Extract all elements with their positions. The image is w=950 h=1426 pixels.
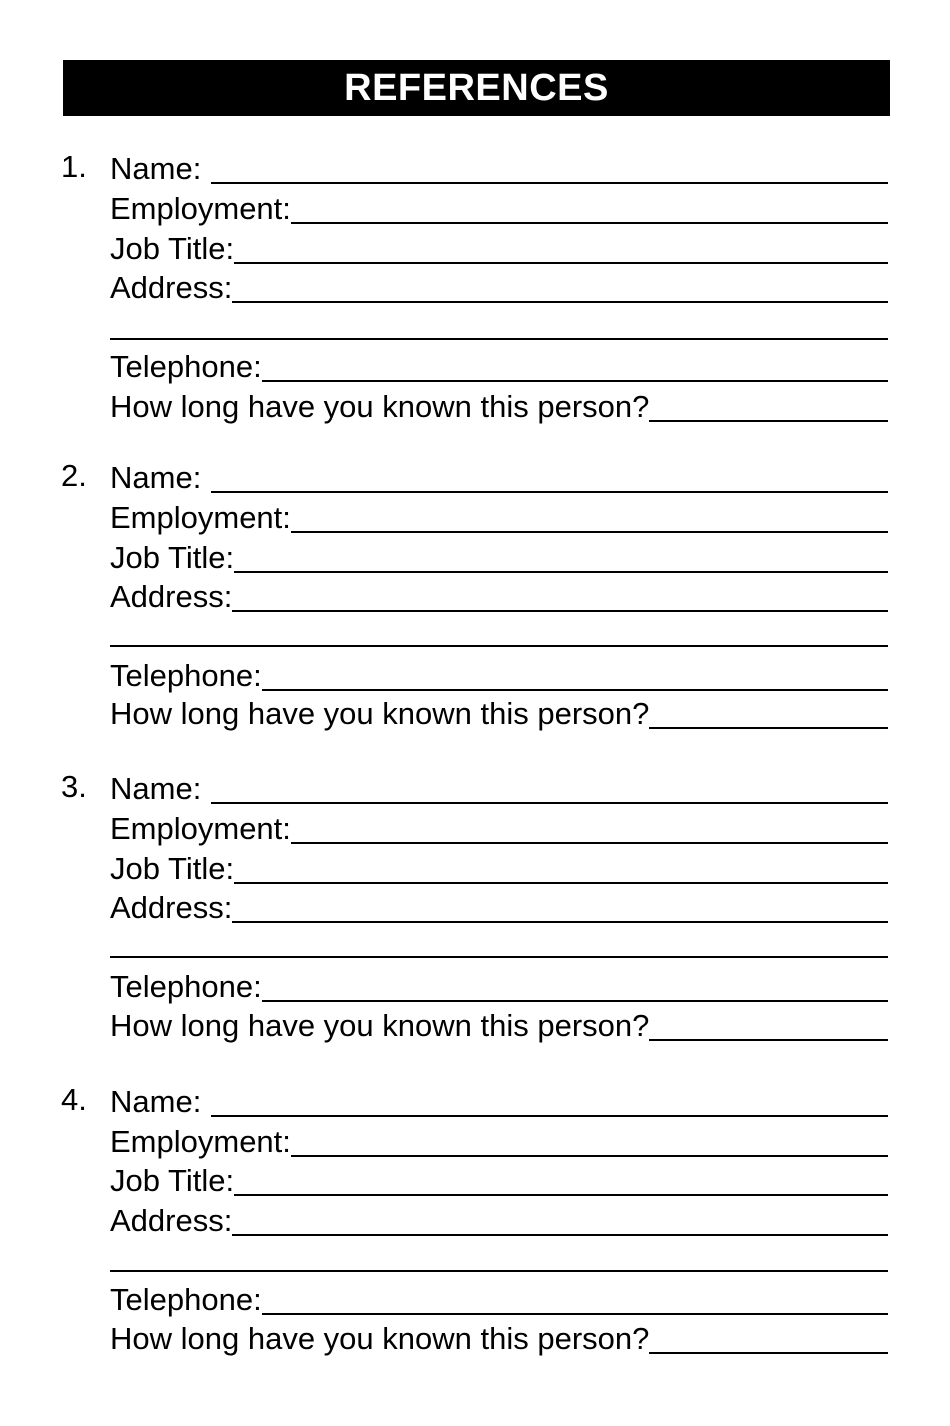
telephone-field[interactable] (262, 689, 888, 691)
telephone-row (110, 968, 888, 1004)
job-title-field[interactable] (234, 882, 888, 884)
employment-label: Employment: (110, 500, 291, 535)
name-field[interactable] (211, 182, 888, 184)
employment-row (110, 499, 888, 535)
employment-field[interactable] (291, 531, 888, 533)
address-row (110, 269, 888, 305)
address-label: Address: (110, 579, 233, 614)
telephone-label: Telephone: (110, 969, 262, 1004)
address-field[interactable] (232, 610, 888, 612)
page-title: REFERENCES (344, 66, 609, 109)
job-title-field[interactable] (234, 571, 888, 573)
name-label: Name: (110, 151, 202, 186)
telephone-label: Telephone: (110, 349, 262, 384)
job-title-field[interactable] (234, 1194, 888, 1196)
reference-block-1 (0, 150, 950, 450)
known-duration-row (110, 388, 888, 424)
name-row (110, 770, 888, 806)
job-title-label: Job Title: (110, 1163, 235, 1198)
known-duration-field[interactable] (649, 420, 888, 422)
known-duration-row (110, 1007, 888, 1043)
employment-label: Employment: (110, 811, 291, 846)
telephone-row (110, 1281, 888, 1317)
name-label: Name: (110, 460, 202, 495)
address-label: Address: (110, 1203, 233, 1238)
employment-row (110, 1123, 888, 1159)
employment-field[interactable] (291, 842, 888, 844)
address-line-2-row (110, 332, 888, 342)
known-duration-row (110, 695, 888, 731)
address-row (110, 1202, 888, 1238)
reference-block-2 (0, 459, 950, 759)
telephone-label: Telephone: (110, 1282, 262, 1317)
known-duration-field[interactable] (649, 1352, 888, 1354)
job-title-row (110, 1162, 888, 1198)
name-row (110, 459, 888, 495)
telephone-row (110, 657, 888, 693)
address-line-2-row (110, 1264, 888, 1274)
address-field[interactable] (232, 921, 888, 923)
address-row (110, 578, 888, 614)
name-label: Name: (110, 771, 202, 806)
address-line-2-field[interactable] (110, 1270, 888, 1272)
address-line-2-field[interactable] (110, 956, 888, 958)
address-row (110, 889, 888, 925)
address-field[interactable] (232, 301, 888, 303)
address-line-2-field[interactable] (110, 338, 888, 340)
name-row (110, 150, 888, 186)
telephone-label: Telephone: (110, 658, 262, 693)
employment-row (110, 810, 888, 846)
telephone-field[interactable] (262, 380, 888, 382)
known-duration-field[interactable] (649, 1039, 888, 1041)
name-label: Name: (110, 1084, 202, 1119)
reference-number: 2. (61, 458, 87, 493)
job-title-label: Job Title: (110, 540, 235, 575)
telephone-row (110, 348, 888, 384)
header-bar (63, 60, 890, 116)
address-label: Address: (110, 890, 233, 925)
telephone-field[interactable] (262, 1313, 888, 1315)
address-line-2-row (110, 639, 888, 649)
reference-block-3 (0, 770, 950, 1070)
employment-row (110, 190, 888, 226)
name-field[interactable] (211, 802, 888, 804)
employment-label: Employment: (110, 1124, 291, 1159)
job-title-field[interactable] (234, 262, 888, 264)
address-field[interactable] (232, 1234, 888, 1236)
address-line-2-field[interactable] (110, 645, 888, 647)
known-duration-label: How long have you known this person? (110, 389, 650, 424)
job-title-row (110, 850, 888, 886)
name-row (110, 1083, 888, 1119)
reference-number: 1. (61, 149, 87, 184)
job-title-row (110, 230, 888, 266)
name-field[interactable] (211, 491, 888, 493)
known-duration-label: How long have you known this person? (110, 1321, 650, 1356)
known-duration-label: How long have you known this person? (110, 696, 650, 731)
job-title-label: Job Title: (110, 231, 235, 266)
employment-label: Employment: (110, 191, 291, 226)
address-label: Address: (110, 270, 233, 305)
known-duration-row (110, 1320, 888, 1356)
job-title-row (110, 539, 888, 575)
known-duration-field[interactable] (649, 727, 888, 729)
employment-field[interactable] (291, 222, 888, 224)
employment-field[interactable] (291, 1155, 888, 1157)
reference-number: 3. (61, 769, 87, 804)
name-field[interactable] (211, 1115, 888, 1117)
address-line-2-row (110, 950, 888, 960)
reference-number: 4. (61, 1082, 87, 1117)
known-duration-label: How long have you known this person? (110, 1008, 650, 1043)
reference-block-4 (0, 1083, 950, 1383)
job-title-label: Job Title: (110, 851, 235, 886)
telephone-field[interactable] (262, 1000, 888, 1002)
